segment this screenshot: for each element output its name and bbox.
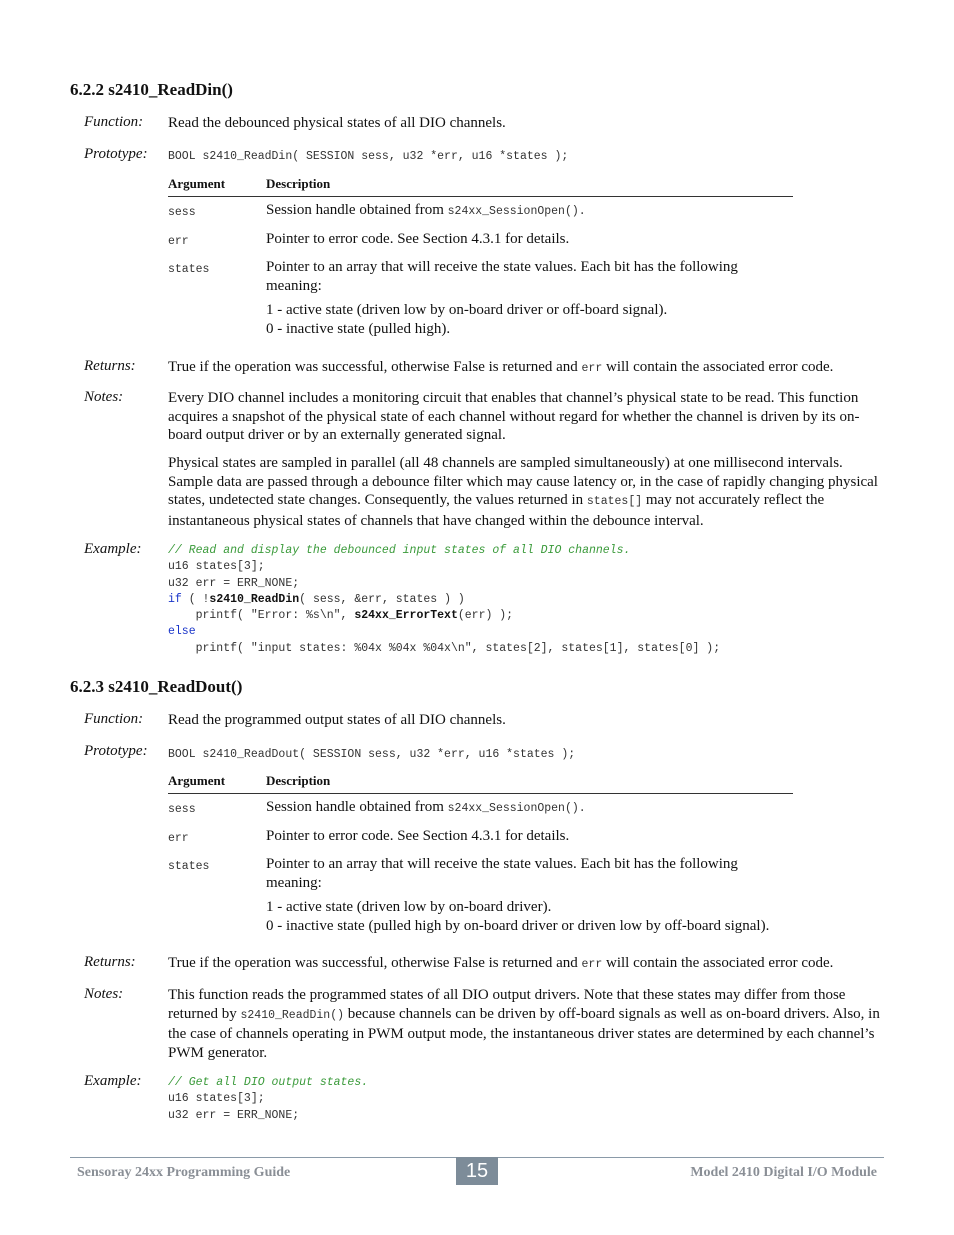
notes-label: Notes: — [84, 986, 124, 1002]
arg-name: sess — [168, 206, 196, 219]
returns-label: Returns: — [84, 358, 136, 374]
function-text: Read the debounced physical states of all DIO channels. — [168, 115, 506, 131]
state-meaning-1: 1 - active state (driven low by on-board driver or off-board signal). — [266, 302, 668, 319]
table-row — [168, 251, 793, 338]
function-label: Function: — [84, 114, 144, 130]
description-header: Description — [266, 773, 793, 794]
state-meaning-0: 0 - inactive state (pulled high by on-board driver or driven low by off-board signal). — [266, 917, 770, 934]
arg-desc: Pointer to error code. See Section 4.3.1 for details. — [266, 230, 570, 247]
notes-paragraph-2: Physical states are sampled in parallel (all 48 channels are sampled simultaneously) at one millisecond intervals. Sample data are passed through a debounce filter which may cause latency or, in the case of rapidly changing physical states, undetected state changes. Consequently, the values returned in states[] may not accurately reflect the instantaneous physical states of channels that have changed within the debounce interval. — [168, 455, 878, 529]
prototype-label: Prototype: — [84, 743, 148, 759]
argument-header: Argument — [168, 176, 266, 197]
example-label: Example: — [84, 1073, 142, 1089]
section-heading-readdin: 6.2.2 s2410_ReadDin() — [70, 80, 233, 99]
argument-table — [168, 176, 793, 339]
returns-text: True if the operation was successful, otherwise False is returned and err will contain the associated error code. — [168, 359, 834, 375]
state-meaning-0: 0 - inactive state (pulled high). — [266, 320, 451, 337]
argument-table — [168, 773, 793, 936]
returns-label: Returns: — [84, 954, 136, 970]
notes-paragraph-1: Every DIO channel includes a monitoring circuit that enables that channel’s physical state to be read. This function acquires a snapshot of the physical state of each channel without regard for whether the channel is driven by its on-board output driver or by an externally generated signal. — [168, 390, 860, 444]
table-row — [168, 820, 793, 849]
page-number: 15 — [456, 1157, 498, 1185]
arg-name: states — [168, 263, 210, 277]
notes-paragraph-1: This function reads the programmed states of all DIO output drivers. Note that these states may differ from those returned by s2410_ReadDin() because channels can be driven by off-board signals as well as on-board drivers. Also, in the case of channels operating in PWM output mode, the instantaneous driver states are determined by each channel’s PWM generator. — [168, 987, 880, 1061]
example-code: // Read and display the debounced input states of all DIO channels. u16 states[3]; u32 err = ERR_NONE; if ( !s2410_ReadDin( sess, &err, states ) ) printf( "Error: %s\n", s24xx_ErrorText(err) ); else printf( "input states: %04x %04x %04x\n", states[2], states[1], states[0] ); — [168, 544, 721, 655]
function-label: Function: — [84, 711, 144, 727]
arg-desc: Pointer to an array that will receive the state values. Each bit has the following meaning: 1 - active state (driven low by on-board driver or off-board signal). 0 - inactive state (pulled high). — [266, 251, 793, 338]
prototype-label: Prototype: — [84, 146, 148, 162]
arg-name: err — [168, 234, 189, 248]
arg-name: states — [168, 860, 210, 874]
function-text: Read the programmed output states of all DIO channels. — [168, 712, 506, 728]
arg-name: sess — [168, 803, 196, 816]
returns-text: True if the operation was successful, otherwise False is returned and err will contain the associated error code. — [168, 955, 834, 971]
arg-desc: Session handle obtained from s24xx_SessionOpen(). — [266, 202, 586, 218]
prototype-code: BOOL s2410_ReadDout( SESSION sess, u32 *err, u16 *states ); — [168, 748, 576, 761]
arg-desc: Pointer to error code. See Section 4.3.1 for details. — [266, 827, 570, 844]
table-row — [168, 197, 793, 223]
state-meaning-1: 1 - active state (driven low by on-board driver). — [266, 899, 552, 916]
example-code: // Get all DIO output states. u16 states[3]; u32 err = ERR_NONE; — [168, 1076, 369, 1122]
section-heading-readdout: 6.2.3 s2410_ReadDout() — [70, 677, 243, 696]
arg-desc: Session handle obtained from s24xx_SessionOpen(). — [266, 799, 586, 815]
description-header: Description — [266, 176, 793, 197]
table-row — [168, 223, 793, 252]
arg-name: err — [168, 831, 189, 845]
prototype-code: BOOL s2410_ReadDin( SESSION sess, u32 *err, u16 *states ); — [168, 150, 569, 163]
footer-left: Sensoray 24xx Programming Guide — [77, 1165, 291, 1180]
notes-label: Notes: — [84, 389, 124, 405]
arg-desc: Pointer to an array that will receive the state values. Each bit has the following meaning: 1 - active state (driven low by on-board driver). 0 - inactive state (pulled high by on-board driver or driven low by off-board signal). — [266, 848, 793, 935]
argument-header: Argument — [168, 773, 266, 794]
table-row — [168, 794, 793, 820]
table-row — [168, 848, 793, 935]
example-label: Example: — [84, 541, 142, 557]
footer-right: Model 2410 Digital I/O Module — [690, 1165, 877, 1180]
